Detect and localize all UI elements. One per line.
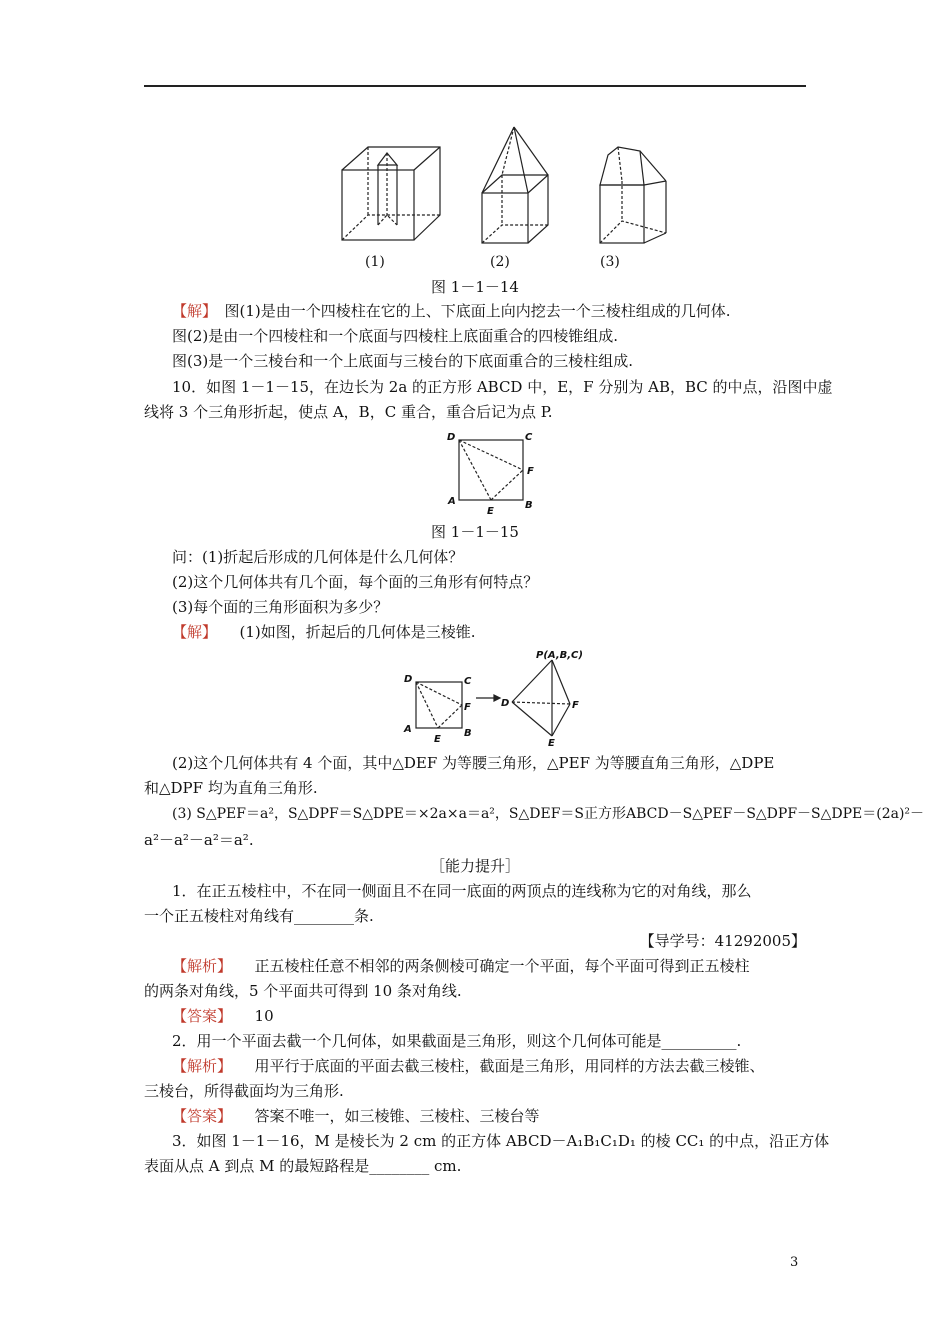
p1-analysis2: 的两条对角线，5 个平面共可得到 10 条对角线. bbox=[144, 982, 462, 1000]
fig15-label-D: D bbox=[447, 432, 456, 443]
figure-folding bbox=[400, 650, 590, 749]
section-heading: ［能力提升］ bbox=[429, 857, 520, 875]
p2-analysis-tag: 【解析】 bbox=[172, 1057, 225, 1075]
p2-answer bbox=[172, 1105, 834, 1127]
p3-line1: 3．如图 1－1－16，M 是棱长为 2 cm 的正方体 ABCD－A₁B₁C₁D₁ 的棱 CC₁ 的中点，沿正方体 bbox=[172, 1132, 830, 1150]
p2-answer-tag: 【答案】 bbox=[172, 1107, 225, 1125]
fold-label-P: P(A,B,C) bbox=[536, 650, 583, 661]
fig14-caption: 图 1－1－14 bbox=[431, 278, 519, 296]
q10-line2: 线将 3 个三角形折起，使点 A，B，C 重合，重合后记为点 P. bbox=[144, 403, 553, 421]
fig15-label-E: E bbox=[487, 506, 494, 517]
p1-analysis1-text: 正五棱柱任意不相邻的两条侧棱可确定一个平面，每个平面可得到正五棱柱 bbox=[254, 957, 750, 975]
q10-sol3b: a²－a²－a²＝a². bbox=[144, 831, 254, 849]
fold-label-C: C bbox=[464, 676, 472, 687]
q10-sol3a: (3) S△PEF＝a²，S△DPF＝S△DPE＝×2a×a＝a²，S△DEF＝S正方形ABCD－S△PEF－S△DPF－S△DPE＝(2a)²－ bbox=[172, 806, 925, 822]
p2-line1: 2．用一个平面去截一个几何体，如果截面是三角形，则这个几何体可能是__________. bbox=[172, 1032, 742, 1050]
p1-answer-tag: 【答案】 bbox=[172, 1007, 225, 1025]
page-number: 3 bbox=[790, 1255, 799, 1270]
q10-sol2a: (2)这个几何体共有 4 个面，其中△DEF 为等腰三角形，△PEF 为等腰直角三角形，△DPE bbox=[172, 754, 775, 772]
p2-analysis2: 三棱台，所得截面均为三角形. bbox=[144, 1082, 344, 1100]
p3-line2: 表面从点 A 到点 M 的最短路程是________ cm. bbox=[144, 1157, 462, 1175]
p1-ref: 【导学号：41292005】 bbox=[639, 932, 806, 950]
fold-label-F: F bbox=[464, 702, 471, 713]
fold-label-B: B bbox=[464, 728, 472, 739]
header-rule bbox=[144, 85, 806, 87]
q10-ask2: (2)这个几何体共有几个面，每个面的三角形有何特点？ bbox=[172, 573, 539, 591]
fig15-label-C: C bbox=[525, 432, 533, 443]
fold-label-F2: F bbox=[572, 700, 579, 711]
fig15-caption: 图 1－1－15 bbox=[431, 523, 519, 541]
p1-answer-text: 10 bbox=[254, 1007, 274, 1025]
p1-analysis-tag: 【解析】 bbox=[172, 957, 225, 975]
sol9-line3: 图(3)是一个三棱台和一个上底面与三棱台的下底面重合的三棱柱组成. bbox=[172, 352, 634, 370]
fig14-label-1: (1) bbox=[365, 254, 385, 270]
sol9-line2: 图(2)是由一个四棱柱和一个底面与四棱柱上底面重合的四棱锥组成. bbox=[172, 327, 619, 345]
figure-1-1-14 bbox=[340, 125, 700, 245]
p2-analysis1-text: 用平行于底面的平面去截三棱柱，截面是三角形，用同样的方法去截三棱锥、 bbox=[254, 1057, 765, 1075]
p2-analysis1 bbox=[172, 1055, 834, 1077]
q10-sol-tag: 【解】 bbox=[172, 623, 210, 641]
q10-ask3: (3)每个面的三角形面积为多少？ bbox=[172, 598, 389, 616]
fold-label-E: E bbox=[434, 734, 441, 745]
q10-sol1 bbox=[172, 621, 834, 643]
fig15-label-F: F bbox=[527, 466, 534, 477]
p1-line1: 1．在正五棱柱中，不在同一侧面且不在同一底面的两顶点的连线称为它的对角线，那么 bbox=[172, 882, 752, 900]
q10-line1: 10．如图 1－1－15，在边长为 2a 的正方形 ABCD 中，E，F 分别为 AB，BC 的中点，沿图中虚 bbox=[172, 378, 833, 396]
q10-sol1-text: (1)如图，折起后的几何体是三棱锥. bbox=[239, 623, 476, 641]
fold-label-A: A bbox=[404, 724, 412, 735]
p2-answer-text: 答案不唯一，如三棱锥、三棱柱、三棱台等 bbox=[254, 1107, 540, 1125]
fig15-label-B: B bbox=[525, 500, 533, 511]
q10-sol2b: 和△DPF 均为直角三角形. bbox=[144, 779, 318, 797]
fig15-label-A: A bbox=[448, 496, 456, 507]
sol9-line1 bbox=[172, 300, 834, 322]
sol9-text1: 图(1)是由一个四棱柱在它的上、下底面上向内挖去一个三棱柱组成的几何体. bbox=[224, 302, 731, 320]
p1-analysis1 bbox=[172, 955, 834, 977]
fig14-label-2: (2) bbox=[490, 254, 510, 270]
p1-answer bbox=[172, 1005, 834, 1027]
q10-ask1: 问：(1)折起后形成的几何体是什么几何体？ bbox=[172, 548, 464, 566]
fold-label-D2: D bbox=[501, 698, 510, 709]
sol9-tag: 【解】 bbox=[172, 302, 210, 320]
figure-1-1-15 bbox=[445, 428, 565, 518]
fold-label-D: D bbox=[404, 674, 413, 685]
p1-line2: 一个正五棱柱对角线有________条. bbox=[144, 907, 374, 925]
fold-label-E2: E bbox=[548, 738, 555, 749]
fig14-label-3: (3) bbox=[600, 254, 620, 270]
